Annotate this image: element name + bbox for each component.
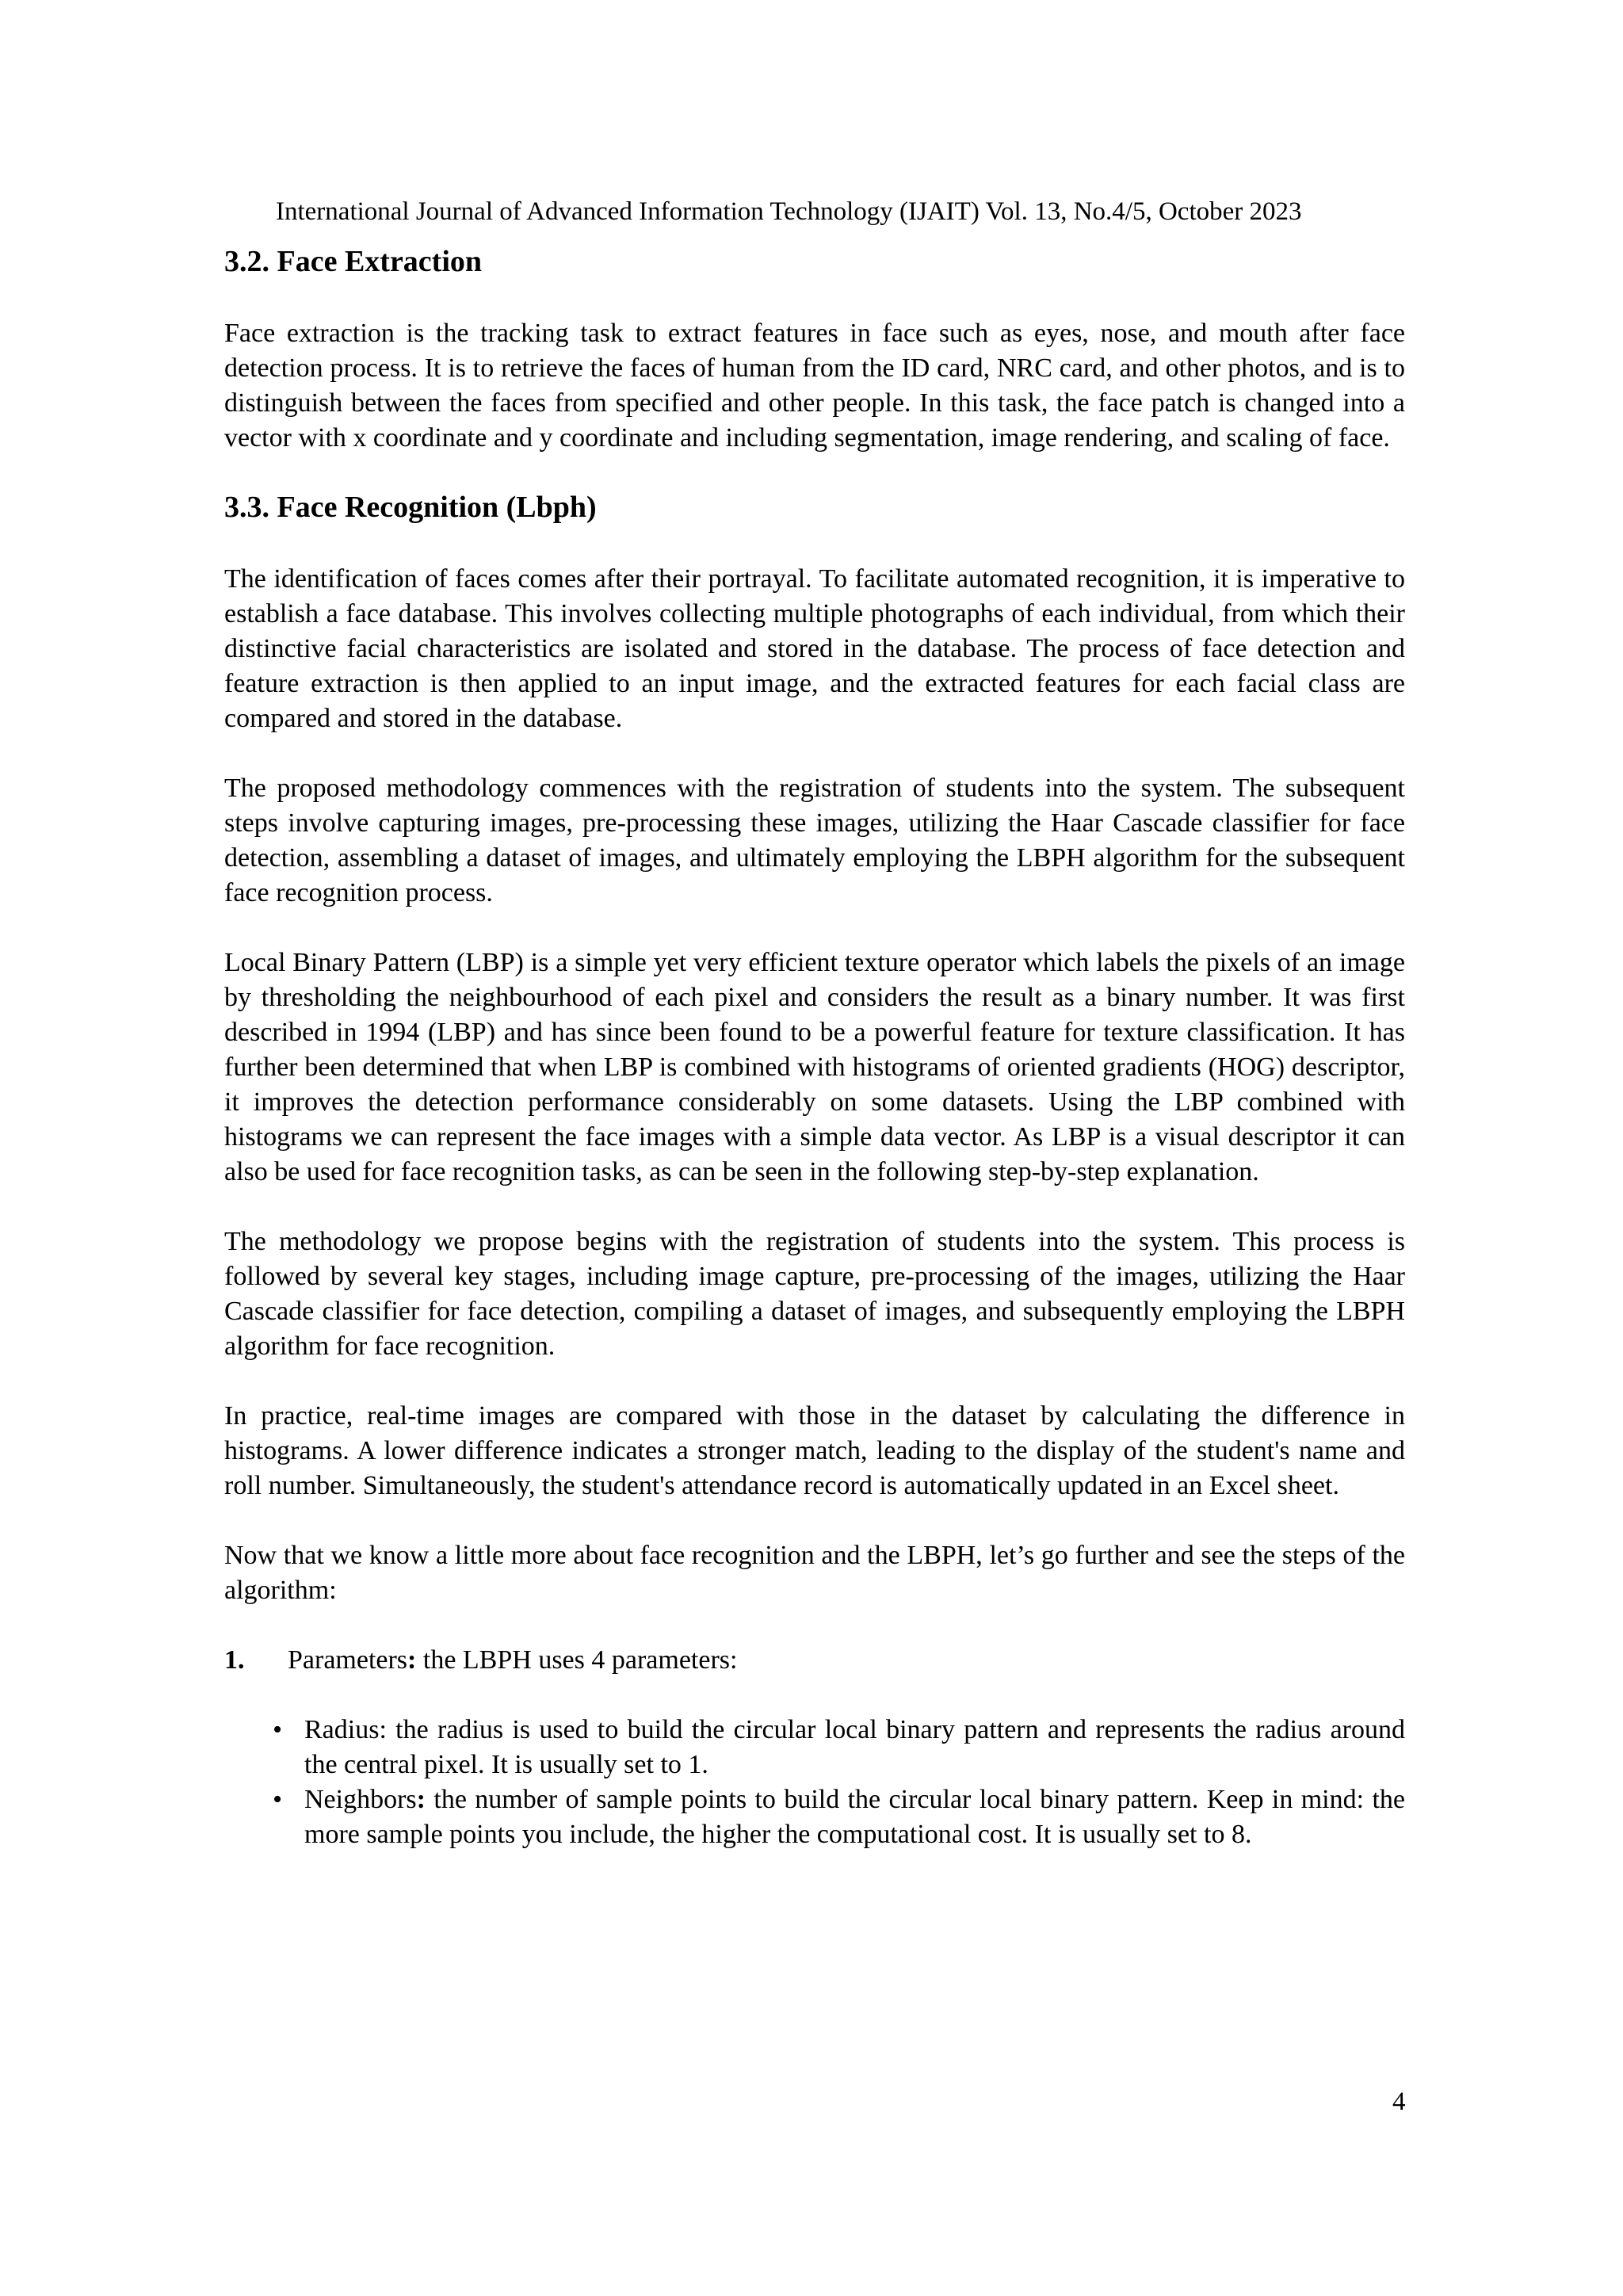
param-label-neighbors: Neighbors bbox=[304, 1785, 417, 1814]
item-text bbox=[288, 1643, 737, 1678]
param-description-neighbors: the number of sample points to build the circular local binary pattern. Keep in mind: the more sample points you include, the higher the computational cost. It is usually set to 8. bbox=[304, 1785, 1405, 1849]
paragraph-face-extraction: Face extraction is the tracking task to extract features in face such as eyes, nose, and mouth after face detection process. It is to retrieve the faces of human from the ID card, NRC card, and other photos, and is to distinguish between the faces from specified and other people. In this task, the face patch is changed into a vector with x coordinate and y coordinate and including segmentation, image rendering, and scaling of face. bbox=[224, 319, 1405, 453]
running-header: International Journal of Advanced Information Technology (IJAIT) Vol. 13, No.4/5, October 2023 bbox=[276, 197, 1302, 226]
paragraph-proposed-methodology: The proposed methodology commences with the registration of students into the system. The subsequent steps involve capturing images, pre-processing these images, utilizing the Haar Cascade classifier for face detection, assembling a dataset of images, and ultimately employing the LBPH algorithm for the subsequent face recognition process. bbox=[224, 774, 1405, 907]
bullet-icon: • bbox=[273, 1785, 282, 1814]
bullet-text bbox=[304, 1782, 1405, 1852]
item-label: Parameters bbox=[288, 1645, 408, 1675]
paragraph-histogram-matching: In practice, real-time images are compared with those in the dataset by calculating the difference in histograms. A lower difference indicates a stronger match, leading to the display of the student's name and roll number. Simultaneously, the student's attendance record is automatically updated in an Excel sheet. bbox=[224, 1401, 1405, 1500]
page-number: 4 bbox=[1392, 2088, 1406, 2116]
paragraph-lbp-description: Local Binary Pattern (LBP) is a simple yet very efficient texture operator which labels the pixels of an image by thresholding the neighbourhood of each pixel and considers the result as a binary number. It was first described in 1994 (LBP) and has since been found to be a powerful feature for texture classification. It has further been determined that when LBP is combined with histograms of oriented gradients (HOG) descriptor, it improves the detection performance considerably on some datasets. Using the LBP combined with histograms we can represent the face images with a simple data vector. As LBP is a visual descriptor it can also be used for face recognition tasks, as can be seen in the following step-by-step explanation. bbox=[224, 948, 1405, 1186]
paragraph-methodology-stages: The methodology we propose begins with the registration of students into the system. This process is followed by several key stages, including image capture, pre-processing of the images, utilizing the Haar Cascade classifier for face detection, compiling a dataset of images, and subsequently employing the LBPH algorithm for face recognition. bbox=[224, 1227, 1405, 1361]
param-separator-radius: : bbox=[379, 1715, 387, 1744]
bullet-text bbox=[304, 1713, 1405, 1782]
item-number: 1. bbox=[224, 1645, 245, 1675]
list-item-radius bbox=[224, 1713, 1405, 1782]
param-label-radius: Radius bbox=[304, 1715, 380, 1744]
paragraph-algorithm-intro: Now that we know a little more about face recognition and the LBPH, let’s go further and see the steps of the algorithm: bbox=[224, 1541, 1405, 1605]
page-body bbox=[224, 243, 1405, 1852]
section-heading-face-recognition: 3.3. Face Recognition (Lbph) bbox=[224, 491, 597, 524]
list-item-neighbors bbox=[224, 1782, 1405, 1852]
item-label-separator: : bbox=[407, 1645, 417, 1675]
section-heading-face-extraction: 3.2. Face Extraction bbox=[224, 245, 483, 278]
param-description-radius: the radius is used to build the circular local binary pattern and represents the radius around the central pixel. It is usually set to 1. bbox=[304, 1715, 1405, 1779]
paragraph-identification: The identification of faces comes after their portrayal. To facilitate automated recognition, it is imperative to establish a face database. This involves collecting multiple photographs of each individual, from which their distinctive facial characteristics are isolated and stored in the database. The process of face detection and feature extraction is then applied to an input image, and the extracted features for each facial class are compared and stored in the database. bbox=[224, 564, 1405, 733]
parameter-list bbox=[224, 1713, 1405, 1852]
param-separator-neighbors: : bbox=[416, 1785, 426, 1814]
bullet-icon: • bbox=[273, 1715, 282, 1744]
item-description: the LBPH uses 4 parameters: bbox=[416, 1645, 738, 1675]
numbered-item-parameters bbox=[224, 1643, 1405, 1678]
